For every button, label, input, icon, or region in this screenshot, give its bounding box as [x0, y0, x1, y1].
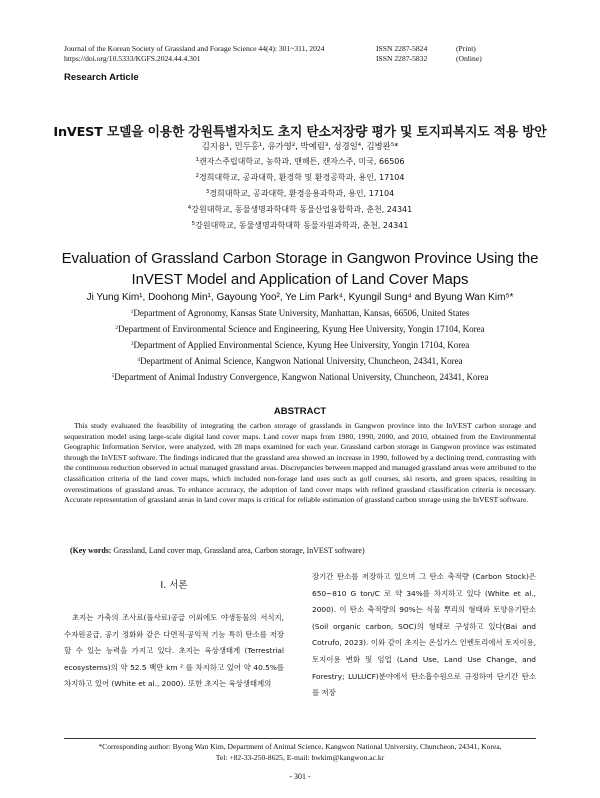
abstract-text: This study evaluated the feasibility of integrating the carbon storage of grasslands in Gangwon province into the InVEST carbon storage and sequestration model using large-scale digital land cover maps. Land cover maps from 1980, 1990, 2000, and 2010, obtained from the Environmental Geographic Information Service, were analyzed, with 28 maps examined for each year. Grassland carbon storage in Gangwon province was estimated through the InVEST software. The findings indicated that the grassland area showed an increase in 1990, followed by a declining trend, contrasting with the continuous reduction observed in actual managed grassland areas. Discrepancies between mapped and managed grassland areas were attributed to the classification criteria of the land cover maps, which included non-forage land uses such as golf courses, ski resorts, and green spaces, resulting in overestimations of grassland areas. To enhance accuracy, the adoption of land cover maps with refined grassland classification criteria is necessary. Accurate representation of grassland areas in land cover maps is critical for reliable estimation of grassland carbon storage using the InVEST software. [64, 421, 536, 505]
journal-citation: Journal of the Korean Society of Grassland and Forage Science 44(4): 301~311, 2024 [64, 44, 325, 53]
english-affiliation-4: $^4$Department of Animal Science, Kangwon National University, Chuncheon, 24341, Korea [137, 356, 463, 366]
corresponding-author-footnote: *Corresponding author: Byong Wan Kim, Department of Animal Science, Kangwon National University, Chuncheon, 24341, Korea, Tel: +82-33-250-8625, E-mail: bwkim@kangwon.ac.kr [98, 742, 502, 762]
english-title: Evaluation of Grassland Carbon Storage in Gangwon Province Using the InVEST Model and Application of Land Cover Maps [61, 250, 539, 288]
korean-affiliation-1: $^1$캔자스주립대학교, 농학과, 맨해튼, 캔자스주, 미국, 66506 [195, 157, 405, 166]
keywords: (Key words: Grassland, Land cover map, Grassland area, Carbon storage, InVEST software) [70, 546, 365, 555]
page-number: - 301 - [289, 772, 311, 781]
section-heading-introduction: Ⅰ. 서론 [160, 580, 188, 591]
body-right-column: 장기간 탄소를 저장하고 있으며 그 탄소 축적량 (Carbon Stock)은 650~810 G ton/C 로 약 34%를 차지하고 있다 (White et al., 2000). 이 탄소 축적량의 90%는 식물 뿌리의 형태와 토양유기탄소 (Soil organic carbon, SOC)의 형태로 구성하고 있다(Bai and Cotrufo, 2023). 이와 같이 초지는 온실가스 인벤토리에서 토지이용, 토지이용 변화 및 임업 (Land Use, Land Use Change, and Forestry; LULUCF)분야에서 탄소흡수원으로 규정하여 단기간 탄소를 저장 [312, 572, 536, 698]
korean-affiliation-4: $^4$강원대학교, 동물생명과학대학 동물산업융합학과, 춘천, 24341 [187, 205, 413, 214]
korean-authors: 김지융¹, 민두홍¹, 유가영², 박예림³, 성경일⁴, 김병완⁵* [201, 141, 399, 151]
body-left-column: 초지는 가축의 조사료(풀사료)공급 이외에도 야생동물의 서식지, 수자원공급, 공기 정화와 같은 다면적·공익적 기능 특히 탄소를 저장할 수 있는 능력을 가지고 있다. 초지는 육상생태계 (Terrestrial ecosystems)의 약 52.5 백만 km ² 를 차지하고 있어 약 40.5%를 차지하고 있어 (White et al., 2000). 또한 초지는 육상생태계의 [64, 613, 284, 689]
english-affiliation-2: $^2$Department of Environmental Science and Engineering, Kyung Hee University, Yongin 17104, Korea [115, 324, 485, 334]
footnote-divider [64, 738, 536, 739]
korean-affiliation-2: $^2$경희대학교, 공과대학, 환경학 및 환경공학과, 용인, 17104 [195, 173, 405, 182]
korean-affiliation-3: $^3$경희대학교, 공과대학, 환경응용과학과, 용인, 17104 [205, 189, 395, 198]
english-authors: Ji Yung Kim¹, Doohong Min¹, Gayoung Yoo², Ye Lim Park⁴, Kyungil Sung⁴ and Byung Wan Kim⁵* [86, 292, 514, 303]
abstract-heading: ABSTRACT [273, 406, 327, 417]
issn-online: ISSN 2287-5832 [376, 54, 428, 63]
korean-title: InVEST 모델을 이용한 강원특별자치도 초지 탄소저장량 평가 및 토지피복지도 적용 방안 [53, 125, 547, 140]
issn-print-label: (Print) [456, 44, 476, 53]
english-affiliation-5: $^5$Department of Animal Industry Convergence, Kangwon National University, Chuncheon, 24341, Korea [111, 372, 489, 382]
doi-link[interactable]: https://doi.org/10.5333/KGFS.2024.44.4.301 [64, 54, 201, 63]
english-affiliation-3: $^3$Department of Applied Environmental Science, Kyung Hee University, Yongin 17104, Korea [130, 340, 470, 350]
english-affiliation-1: $^1$Department of Agronomy, Kansas State University, Manhattan, Kansas, 66506, United States [130, 308, 470, 318]
article-type: Research Article [64, 72, 139, 83]
issn-print: ISSN 2287-5824 [376, 44, 428, 53]
issn-online-label: (Online) [456, 54, 482, 63]
korean-affiliation-5: $^5$강원대학교, 동물생명과학대학 동물자원과학과, 춘천, 24341 [191, 221, 409, 230]
